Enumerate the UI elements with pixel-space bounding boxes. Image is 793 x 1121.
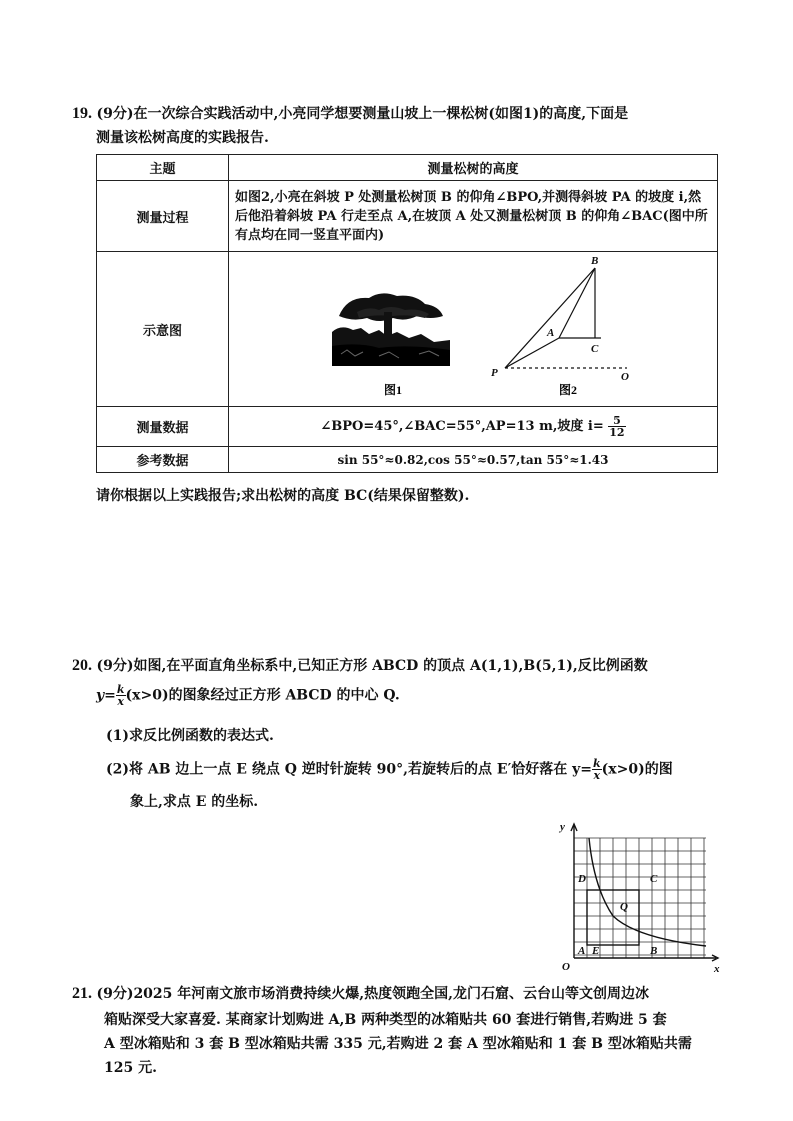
slope-numerator: 5 [608,415,625,427]
diagram-cell [229,252,718,407]
topic-label: 主题 [97,155,229,181]
graph-label-E: E [592,945,600,957]
q19-stem-text: (9分)在一次综合实践活动中,小亮同学想要测量山坡上一棵松树(如图1)的高度,下面是 [96,106,629,122]
label-C: C [591,343,599,355]
q20-part2 [106,758,673,781]
line-AB [559,268,595,338]
q20-part2-x: x [593,769,601,782]
q21-line2: 箱贴深受大家喜爱. 某商家计划购进 A,B 两种类型的冰箱贴共 60 套进行销售,若购进 5 套 [104,1012,667,1028]
label-B: B [591,255,599,267]
q19-stem-line2: 测量该松树高度的实践报告. [96,130,269,146]
q20-part2-post: (x>0)的图 [601,761,673,778]
q21-line1-text: (9分)2025 年河南文旅市场消费持续火爆,热度领跑全国,龙门石窟、云台山等文创周边冰 [96,986,650,1002]
process-line2: 后他沿着斜坡 PA 行走至点 A,在坡顶 A 处又测量松树顶 B 的仰角∠BAC(图中所 [235,208,708,224]
data-label: 测量数据 [97,407,229,447]
fig2-diagram [505,268,627,368]
axes [571,824,718,961]
q20-stem-line2 [96,684,400,707]
row-diagram [97,252,718,407]
q20-k: k [116,683,125,696]
q21-line1 [72,984,649,1004]
q20-x: x [117,695,124,708]
ref-label: 参考数据 [97,447,229,473]
practice-report-table [96,154,718,473]
label-O: O [621,371,629,383]
graph-label-D: D [578,873,586,885]
q20-y-eq: y= [96,687,116,704]
diagram-label: 示意图 [97,252,229,407]
slope-fraction [608,415,625,438]
q20-number: 20. [72,657,92,674]
q19-number: 19. [72,105,92,122]
q20-k-over-x [116,684,126,707]
data-text: ∠BPO=45°,∠BAC=55°,AP=13 m,坡度 i= [320,419,604,434]
graph-label-O: O [562,961,570,973]
pine-tree-photo [332,293,450,366]
graph-label-C: C [650,873,658,885]
q21-line4: 125 元. [104,1060,157,1076]
line-PA [505,338,559,368]
graph-label-y: y [560,821,565,833]
coordinate-graph [556,818,726,978]
q21-line3: A 型冰箱贴和 3 套 B 型冰箱贴共需 335 元,若购进 2 套 A 型冰箱贴和 1 套 B 型冰箱贴共需 [104,1036,692,1052]
q19-question: 请你根据以上实践报告;求出松树的高度 BC(结果保留整数). [96,488,470,504]
row-topic [97,155,718,181]
graph-label-x: x [714,963,720,975]
slope-denominator: 12 [609,426,625,439]
grid-lines [574,838,706,958]
process-line3: 有点均在同一竖直平面内) [235,227,385,243]
fig2-caption: 图2 [559,383,578,397]
label-P: P [491,367,498,379]
diagram-svg [229,254,717,404]
hyperbola-curve [589,838,706,946]
line-PB [505,268,595,368]
process-line1: 如图2,小亮在斜坡 P 处测量松树顶 B 的仰角∠BPO,并测得斜坡 PA 的坡度 i,然 [235,189,702,205]
q20-part2-pre: (2)将 AB 边上一点 E 绕点 Q 逆时针旋转 90°,若旋转后的点 E′恰好落在 y= [106,761,592,778]
q19-stem-line1 [72,104,628,124]
process-label: 测量过程 [97,181,229,252]
q20-part2-line2: 象上,求点 E 的坐标. [130,794,259,810]
q20-part2-k: k [593,757,601,770]
q20-part2-fraction [592,758,602,781]
q20-stem-line1 [72,656,648,676]
q20-stem-line2-text: (x>0)的图象经过正方形 ABCD 的中心 Q. [125,687,400,704]
q20-part1: (1)求反比例函数的表达式. [106,728,274,744]
process-value [229,181,718,252]
topic-value: 测量松树的高度 [229,155,718,181]
graph-label-Q: Q [620,901,628,913]
row-data [97,407,718,447]
data-value [229,407,718,447]
row-reference [97,447,718,473]
graph-label-A: A [578,945,586,957]
graph-label-B: B [650,945,658,957]
q20-stem-text: (9分)如图,在平面直角坐标系中,已知正方形 ABCD 的顶点 A(1,1),B(5,1),反比例函数 [96,658,648,674]
q21-number: 21. [72,985,92,1002]
fig1-caption: 图1 [384,383,403,397]
label-A: A [547,327,555,339]
row-process [97,181,718,252]
ref-value: sin 55°≈0.82,cos 55°≈0.57,tan 55°≈1.43 [229,447,718,473]
